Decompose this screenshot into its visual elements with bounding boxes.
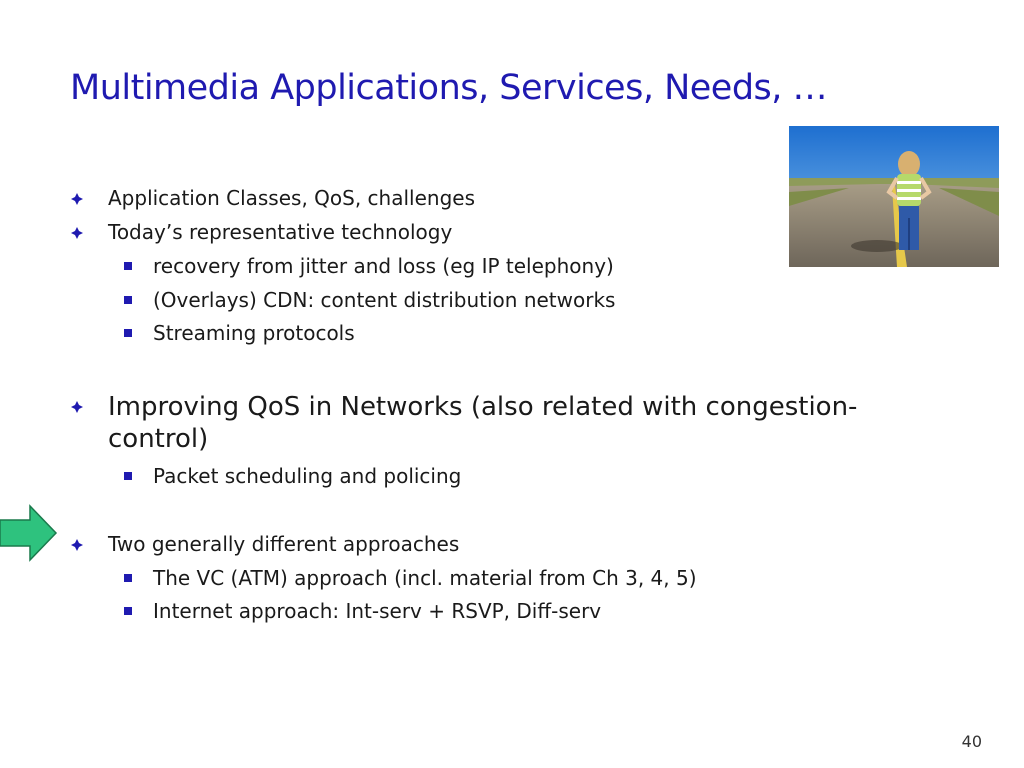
sub-bullet-streaming: Streaming protocols [153, 321, 355, 345]
bullet-representative-technology: Today’s representative technology [108, 220, 453, 244]
diamond-bullet-icon [70, 400, 84, 414]
slide-title: Multimedia Applications, Services, Needs, … [70, 68, 828, 108]
bullet-improving-qos-line2: control) [108, 424, 209, 454]
square-bullet-icon [124, 262, 132, 270]
bullet-two-approaches: Two generally different approaches [108, 532, 460, 556]
square-bullet-icon [124, 472, 132, 480]
diamond-bullet-icon [70, 192, 84, 206]
diamond-bullet-icon [70, 538, 84, 552]
square-bullet-icon [124, 607, 132, 615]
diamond-bullet-icon [70, 226, 84, 240]
child-on-road-photo [789, 126, 999, 267]
green-arrow-icon [0, 504, 58, 562]
sub-bullet-packet-scheduling: Packet scheduling and policing [153, 464, 462, 488]
bullet-improving-qos-line1: Improving QoS in Networks (also related with congestion- [108, 392, 858, 422]
sub-bullet-cdn: (Overlays) CDN: content distribution networks [153, 288, 616, 312]
sub-bullet-jitter-recovery: recovery from jitter and loss (eg IP telephony) [153, 254, 614, 278]
page-number: 40 [961, 732, 982, 751]
square-bullet-icon [124, 296, 132, 304]
bullet-application-classes: Application Classes, QoS, challenges [108, 186, 475, 210]
sub-bullet-vc-atm: The VC (ATM) approach (incl. material from Ch 3, 4, 5) [153, 566, 697, 590]
square-bullet-icon [124, 329, 132, 337]
sub-bullet-internet-approach: Internet approach: Int-serv + RSVP, Diff-serv [153, 599, 602, 623]
square-bullet-icon [124, 574, 132, 582]
